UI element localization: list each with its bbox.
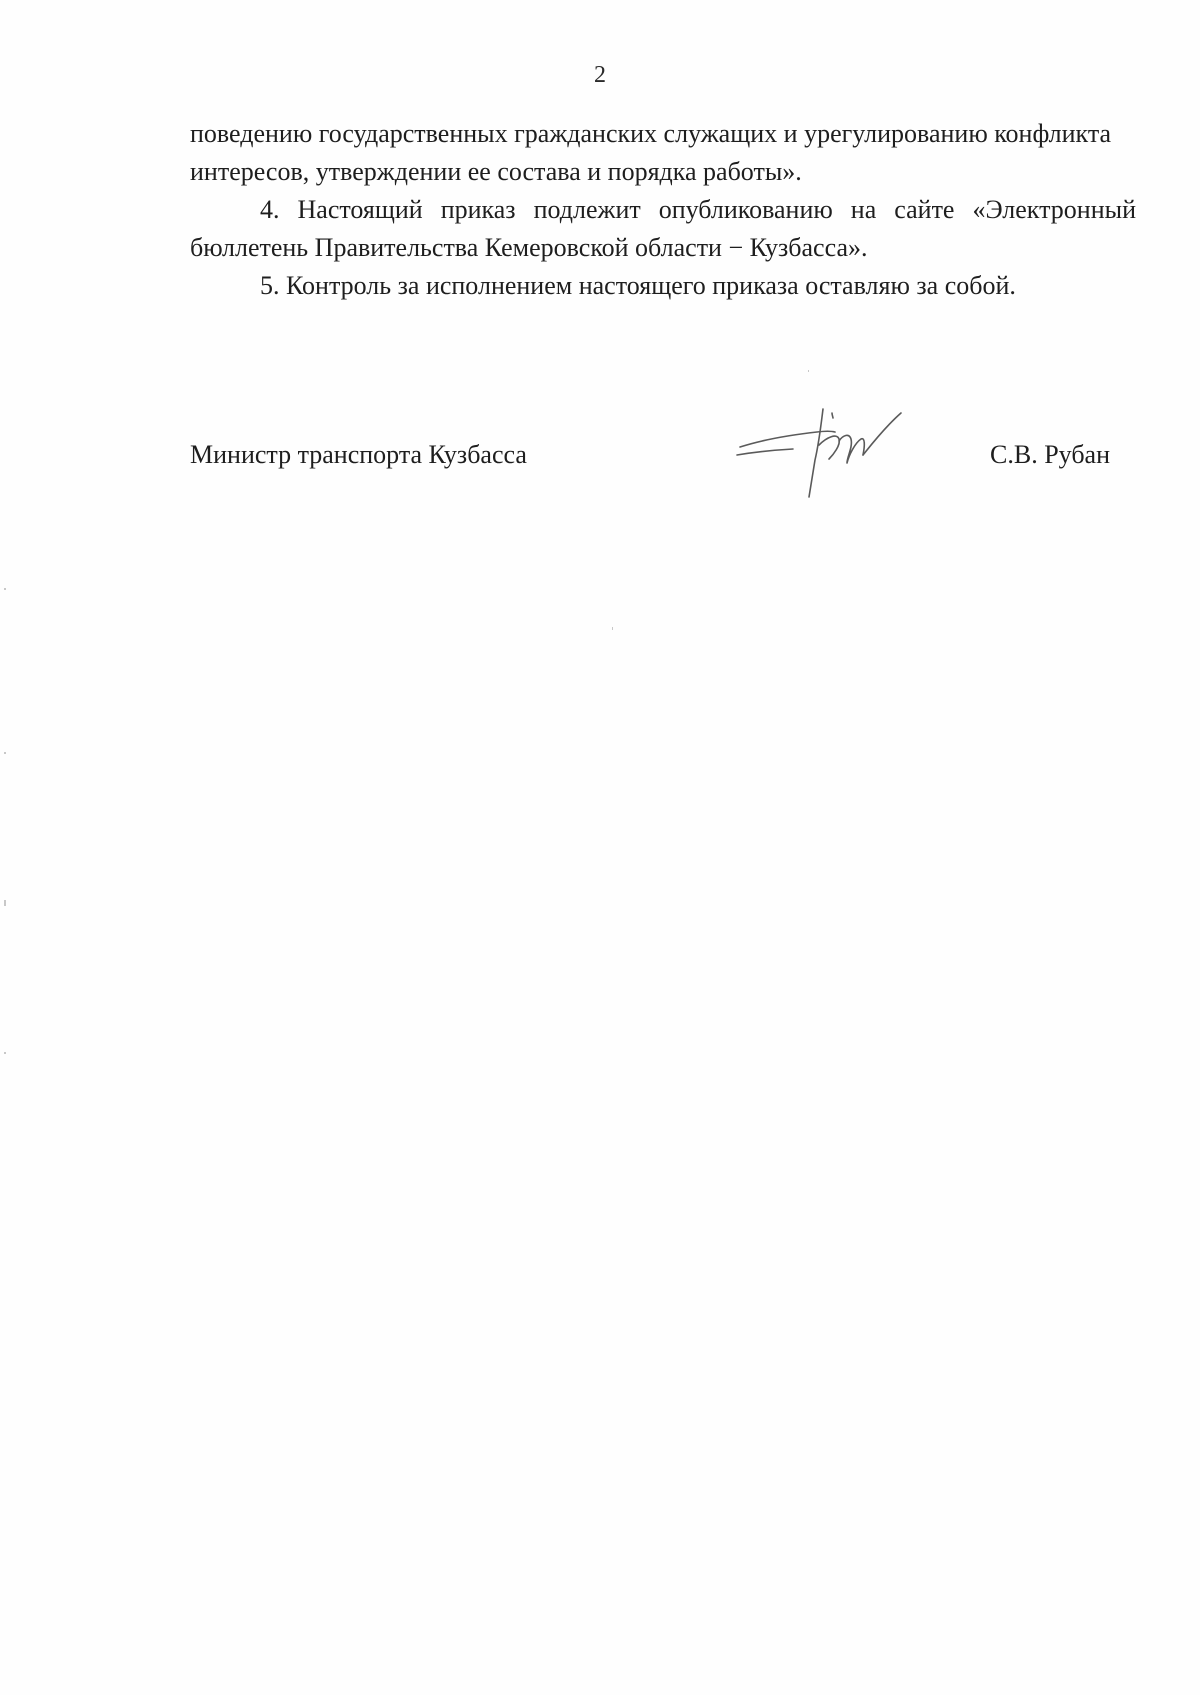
scan-artifact xyxy=(4,1052,6,1054)
paragraph-item-4: 4. Настоящий приказ подлежит опубликованию на сайте «Электронный бюллетень Правительства Кемеровской области − Кузбасса». xyxy=(190,195,1136,262)
scan-artifact xyxy=(4,900,6,906)
paragraph-continuation: поведению государственных гражданских служащих и урегулированию конфликта интересов, утверждении ее состава и порядка работы». xyxy=(190,119,1112,186)
document-body xyxy=(190,115,1136,305)
page-number: 2 xyxy=(594,62,606,88)
scan-artifact xyxy=(4,752,6,754)
signatory-position: Министр транспорта Кузбасса xyxy=(190,440,527,469)
scan-artifact xyxy=(612,627,613,630)
scan-artifact xyxy=(4,588,6,590)
scan-artifact xyxy=(808,370,809,372)
signature-block xyxy=(190,440,1110,480)
signatory-name: С.В. Рубан xyxy=(990,440,1110,469)
paragraph-item-5: 5. Контроль за исполнением настоящего приказа оставляю за собой. xyxy=(260,271,1016,300)
handwritten-signature xyxy=(735,405,925,505)
